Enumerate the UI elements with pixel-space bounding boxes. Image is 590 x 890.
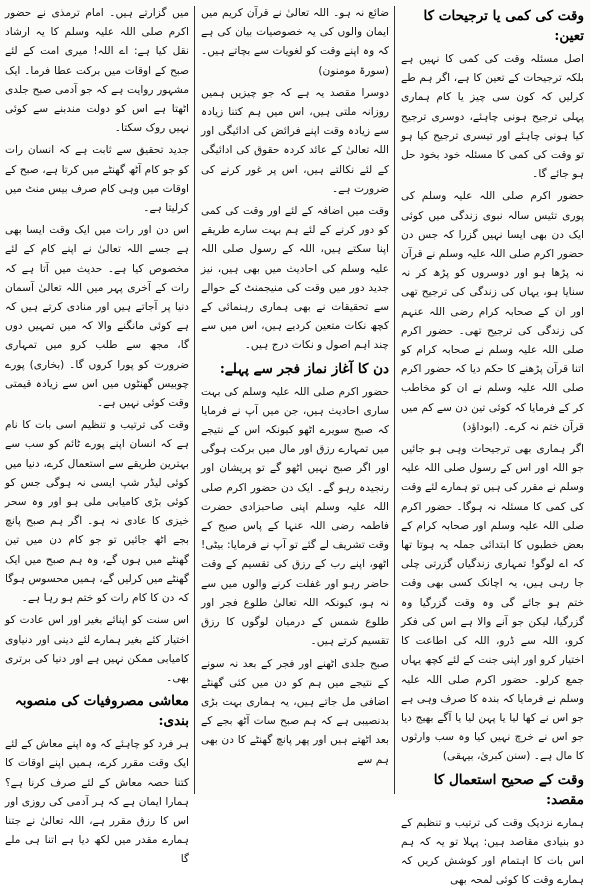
section-heading-time-priorities: وقت کی کمی یا ترجیحات کا تعین: — [423, 8, 584, 44]
paragraph: حضور اکرم صلی اللہ علیہ وسلم کی بہت ساری احادیث ہیں، جن میں آپ نے فرمایا کہ صبح سویرے اٹھو کیونکہ اس کے نتیجے میں تمہارے رزق اور مال میں برکت ہوگی اور اگر صبح نہیں اٹھو گے تو پریشان اور رنجیدہ رہو گے۔ ایک دن حضور اکرم صلی اللہ علیہ وسلم اپنی صاحبزادی حضرت فاطمہ رضی اللہ عنہا کے پاس صبح کے وقت تشریف لے گئے تو آپ نے فرمایا: بیٹی! اٹھو، اپنے رب کے رزق کی تقسیم کے وقت حاضر رہو اور غفلت کرنے والوں میں سے نہ ہو، کیونکہ اللہ تعالیٰ طلوع فجر اور طلوع شمس کے درمیان لوگوں کا رزق تقسیم کرتے ہیں۔ — [201, 385, 389, 648]
paragraph: ہمارے نزدیک وقت کی ترتیب و تنظیم کے دو بنیادی مقاصد ہیں: پہلا تو یہ کہ ہم اس بات کا اہتمام اور کوشش کریں کہ ہمارے وقت کا کوئی لمحہ بھی — [401, 816, 584, 887]
section-heading-time-purpose: وقت کے صحیح استعمال کا مقصد: — [433, 771, 584, 808]
paragraph: جدید تحقیق سے ثابت ہے کہ انسان رات کو جو کام آٹھ گھنٹے میں کرتا ہے، صبح کے اوقات میں وہی کام صرف بیس منٹ میں کرلیتا ہے۔ — [5, 144, 189, 215]
paragraph: وقت کی ترتیب و تنظیم اسی بات کا نام ہے کہ انسان اپنے پورے ٹائم کو سب سے بہترین طریقے سے استعمال کرے، دنیا میں کوئی لیڈر شپ ایسی نہ ہوگی جس کو کوئی بڑی کامیابی ملی ہو اور وہ سحر خیزی کا عادی نہ ہو۔ اگر ہم صبح پانچ بجے اٹھ جائیں تو جو کام دن میں تین گھنٹے میں ہوں گے، وہ ہم صبح میں ایک گھنٹے میں کرلیں گے، ہمیں محسوس ہوگا کہ دن کا کام رات کو ختم ہو رہا ہے۔ — [5, 419, 189, 605]
column-divider — [394, 6, 395, 794]
section-heading-fajr: دن کا آغاز نماز فجر سے پہلے: — [219, 360, 389, 377]
column-middle — [201, 4, 389, 796]
paragraph: اصل مسئلہ وقت کی کمی کا نہیں ہے بلکہ ترجیحات کے تعین کا ہے، اگر ہم طے کرلیں کہ کون سی چیز یا کام ہماری پہلی ترجیح ہونی چاہئے، دوسری ترجیح کیا ہونی چاہئے اور تیسری ترجیح کیا ہو تو وقت کی کمی کا مسئلہ خود بخود حل ہو جائے گا۔ — [401, 53, 584, 181]
paragraph: اس دن اور رات میں ایک وقت ایسا بھی ہے جسے اللہ تعالیٰ نے اپنے کام کے لئے مخصوص کیا ہے۔ حدیث میں آتا ہے کہ رات کے آخری پہر میں اللہ تعالیٰ آسمان دنیا پر آجاتے ہیں اور منادی کرتے ہیں کہ ہے کوئی مانگنے والا کہ میں تمہیں دوں گا، مجھ سے طلب کرو میں تمہاری ضرورت کو پورا کروں گا۔ (بخاری) پورے چوبیس گھنٹوں میں اس سے زیادہ قیمتی وقت کوئی نہیں ہے۔ — [5, 224, 189, 410]
column-left — [5, 4, 189, 866]
paragraph: اس سنت کو اپنائے بغیر اور اس عادت کو اختیار کئے بغیر ہمارے لئے دینی اور دنیاوی کامیابی ممکن نہیں ہے اور دنیا کی برتری بھی۔ — [5, 614, 189, 684]
paragraph: دوسرا مقصد یہ ہے کہ جو چیزیں ہمیں روزانہ ملتی ہیں، اس میں ہم کتنا زیادہ سے زیادہ وقت اپنے فرائض کی ادائیگی اور اللہ تعالیٰ کے عائد کردہ حقوق کی ادائیگی کے لئے نکالتے ہیں، اس پر غور کرنے کی ضرورت ہے۔ — [201, 86, 389, 195]
paragraph: وقت میں اضافہ کے لئے اور وقت کی کمی کو دور کرنے کے لئے ہم بہت سارے طریقے اپنا سکتے ہیں، اللہ کے رسول صلی اللہ علیہ وسلم کی احادیث میں بھی ہیں، نیز جدید دور میں وقت کی منیجمنٹ کے حوالے سے تحقیقات نے بھی ہماری رہنمائی کے کچھ نکات متعین کردیے ہیں، اس میں سے چند اہم اصول و نکات درج ہیں۔ — [201, 205, 389, 352]
paragraph: ضائع نہ ہو۔ اللہ تعالیٰ نے قرآن کریم میں ایمان والوں کی یہ خصوصیات بیان کی ہے کہ وہ اپنے وقت کو لغویات سے بچاتے ہیں۔ (سورۃ مومنون) — [201, 7, 389, 77]
section-heading-economic-planning: معاشی مصروفیات کی منصوبہ بندی: — [14, 693, 189, 730]
column-divider — [194, 6, 195, 794]
paragraph: حضور اکرم صلی اللہ علیہ وسلم کی پوری تئیس سالہ نبوی زندگی میں کوئی ایک دن بھی ایسا نہیں گزرا کہ جس دن حضور اکرم صلی اللہ علیہ وسلم نے قرآن نہ پڑھا ہو اور دوسروں کو پڑھ کر نہ سنایا ہو، یہاں کی زندگی کی ترجیح تھی اور ان کے صحابہ کرام رضی اللہ عنہم کی زندگی کی ترجیح تھی۔ حضور اکرم صلی اللہ علیہ وسلم نے صحابہ کرام کو اتنا قرآن پڑھنے کا حکم دیا کہ حضور اکرم صلی اللہ علیہ وسلم نے ان کو مخاطب کر کے فرمایا کہ کوئی تین دن سے کم میں قرآن ختم نہ کرے۔ (ابوداؤد) — [401, 190, 584, 433]
paragraph: اگر ہماری بھی ترجیحات وہی ہو جائیں جو اللہ اور اس کے رسول صلی اللہ علیہ وسلم نے مقرر کی ہیں تو ہمارے لئے وقت کی کمی کا مسئلہ نہ ہوگا۔ حضور اکرم صلی اللہ علیہ وسلم اور صحابہ کرام کے بعض خطبوں کا ابتدائی جملہ یہ ہوتا تھا کہ اے لوگو! تمہاری زندگیاں گزرتی چلی جا رہی ہیں، یہ اچانک کسی بھی وقت ختم ہو جائے گی وہ وقت گزرگیا وہ گزرگیا، لیکن جو آنے والا ہے اس کی فکر کرو، اللہ سے ڈرو، اللہ کی اطاعت کا اختیار کرو اور اپنی جنت کے لئے کچھ یہاں جمع کرلو۔ حضور اکرم صلی اللہ علیہ وسلم نے فرمایا کہ بندہ کا صرف وہی ہے جو اس نے کھا لیا یا پہن لیا یا آگے بھیج دیا جو اس نے خرچ نہیں کیا وہ سب وارثوں کا مال ہے۔ (سنن کبریٰ، بیہقی) — [401, 443, 584, 763]
paragraph: میں گزارتے ہیں۔ امام ترمذی نے حضور اکرم صلی اللہ علیہ وسلم کا یہ ارشاد نقل کیا ہے: اے اللہ! میری امت کے لئے صبح کے اوقات میں برکت عطا فرما۔ ایک مشہور روایت ہے کہ جو آدمی صبح جلدی اٹھتا ہے اس کو دولت مندبنے سے کوئی نہیں روک سکتا۔ — [5, 7, 189, 135]
paragraph: ہر فرد کو چاہئے کہ وہ اپنے معاش کے لئے ایک وقت مقرر کرے، ہمیں اپنے اوقات کا کتنا حصہ معاش کے لئے صرف کرنا ہے؟ ہمارا ایمان ہے کہ ہر آدمی کی روزی اور اس کا رزق مقرر ہے، اللہ تعالیٰ نے جتنا ہمارے مقدر میں لکھ دیا ہے اتنا ہی ملے گا — [5, 738, 189, 866]
paragraph: صبح جلدی اٹھنے اور فجر کے بعد نہ سونے کے نتیجے میں ہم کو دن میں کئی گھنٹے اضافی مل جاتے ہیں، یہ ہماری بہت بڑی بدنصیبی ہے کہ ہم صبح سات آٹھ بجے کے بعد اٹھتے ہیں اور پھر پانچ گھنٹے کا دن بھی ہم سے — [201, 657, 389, 766]
column-right — [401, 4, 584, 887]
